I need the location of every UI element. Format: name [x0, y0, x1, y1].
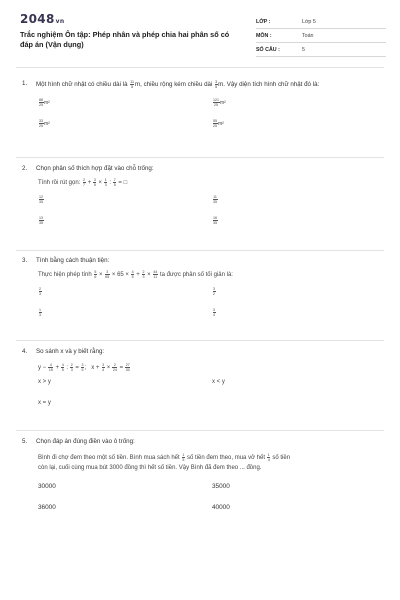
site-logo[interactable]: 2048vn — [20, 12, 65, 26]
divider — [16, 67, 384, 68]
question-prompt: Thực hiện phép tính $\frac{5}{6}$ × $\frac{3}{65}$ × 65 × $\frac{4}{5}$ + $\frac{2}{3}$ × $\frac{44}{11}$ ta được phân số tối giản là: — [38, 269, 233, 279]
question-1 — [22, 80, 380, 138]
answer-options — [38, 287, 380, 327]
math-expression: $\frac{5}{6}$ × $\frac{3}{65}$ × 65 × $\frac{4}{5}$ + $\frac{2}{3}$ × $\frac{44}{11}$ — [94, 269, 158, 279]
answer-option-d[interactable]: $\frac{16}{35}$ — [213, 216, 217, 226]
answer-option-a[interactable]: $\frac{2}{3}$ — [39, 287, 41, 297]
question-3 — [22, 257, 380, 327]
info-row-subject: MÔN : Toán — [256, 30, 386, 43]
math-expression: $\frac{2}{7}$ + $\frac{3}{5}$ × $\frac{1}{3}$ : $\frac{7}{5}$ = □ — [83, 177, 128, 187]
answer-option-b[interactable]: $\frac{121}{25}$ m² — [213, 97, 226, 107]
answer-option-b[interactable]: $\frac{11}{35}$ — [213, 195, 217, 205]
answer-option-a[interactable]: $\frac{12}{35}$ — [39, 195, 43, 205]
answer-option-d[interactable]: $\frac{3}{4}$ — [213, 308, 215, 318]
question-number: 2. — [22, 165, 28, 172]
question-text: Chọn phân số thích hợp đặt vào chỗ trống: — [36, 165, 154, 172]
divider — [16, 430, 384, 431]
question-prompt: Tính rồi rút gọn: $\frac{2}{7}$ + $\frac{3}{5}$ × $\frac{1}{3}$ : $\frac{7}{5}$ = □ — [38, 177, 128, 187]
question-number: 3. — [22, 257, 28, 264]
answer-option-c[interactable]: $\frac{13}{35}$ — [39, 216, 43, 226]
info-table — [256, 16, 386, 58]
page-title: Trắc nghiệm Ôn tập: Phép nhân và phép chia hai phân số có đáp án (Vận dụng) — [20, 30, 230, 49]
question-4 — [22, 348, 380, 419]
answer-options — [38, 195, 380, 235]
question-prompt: Bình đi chợ đem theo một số tiền. Bình mua sách hết $\frac{1}{5}$ số tiền đem theo, mua vở hết $\frac{1}{4}$ số tiền còn lại, cuối cùng mua bút 3000 đồng thì hết số tiền. Vậy Bình đã đem theo ... đồng. — [38, 452, 291, 471]
question-number: 4. — [22, 348, 28, 355]
question-text: Chọn đáp án đúng điền vào ô trống: — [36, 438, 135, 445]
answer-option-c[interactable]: $\frac{1}{3}$ — [39, 308, 41, 318]
answer-option-b[interactable]: $\frac{3}{2}$ — [213, 287, 215, 297]
answer-option-c[interactable]: x = y — [38, 400, 51, 407]
question-5 — [22, 438, 380, 523]
answer-option-a[interactable]: $\frac{88}{25}$ m² — [39, 97, 50, 107]
question-text: Một hình chữ nhật có chiều dài là $\frac{11}{5}$ m, chiều rộng kém chiều dài $\frac{3}{5}$ m. Vậy diện tích hình chữ nhật đó là: — [36, 80, 320, 89]
answer-options — [38, 98, 380, 138]
question-number: 5. — [22, 438, 28, 445]
answer-option-c[interactable]: 36000 — [38, 503, 56, 511]
answer-option-b[interactable]: x < y — [212, 379, 225, 386]
divider — [16, 250, 384, 251]
answer-option-a[interactable]: x > y — [38, 379, 51, 386]
question-2 — [22, 165, 380, 235]
math-expression: y − $\frac{4}{15}$ + $\frac{4}{5}$ : $\frac{2}{3}$ = $\frac{3}{5}$ ; x + $\frac{3}{4}$ × $\frac{2}{24}$ = $\frac{27}{30}$ — [38, 362, 130, 372]
answer-option-b[interactable]: 35000 — [212, 482, 230, 490]
question-text: Tính bằng cách thuận tiện: — [36, 257, 110, 264]
header — [20, 12, 382, 62]
question-number: 1. — [22, 80, 28, 87]
answer-options — [38, 483, 380, 523]
info-row-class: LỚP : Lớp 5 — [256, 16, 386, 29]
answer-option-c[interactable]: $\frac{33}{25}$ m² — [39, 118, 50, 128]
divider — [16, 157, 384, 158]
divider — [16, 340, 384, 341]
answer-option-d[interactable]: 40000 — [212, 503, 230, 511]
answer-option-d[interactable]: $\frac{55}{25}$ m² — [213, 118, 224, 128]
info-row-count: SỐ CÂU : 5 — [256, 44, 386, 57]
answer-options — [38, 379, 380, 419]
answer-option-a[interactable]: 30000 — [38, 482, 56, 490]
question-text: So sánh x và y biết rằng: — [36, 348, 105, 355]
